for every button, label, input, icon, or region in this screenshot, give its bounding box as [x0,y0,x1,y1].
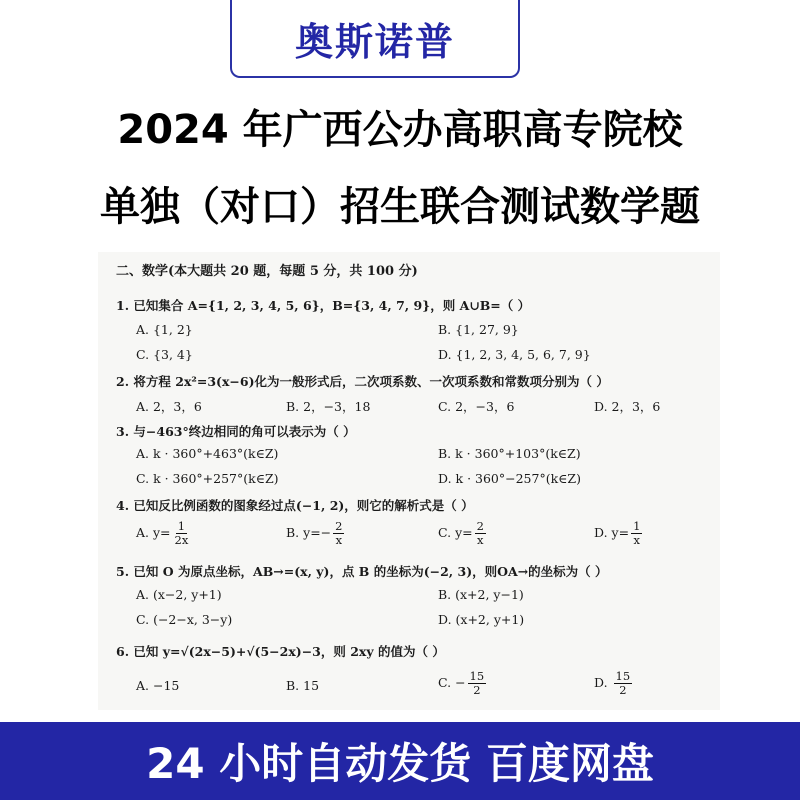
fraction-numerator: 2 [476,519,484,533]
fraction-denominator: 2x [174,533,189,547]
q4-option-c [438,520,486,547]
q5-option-c: C. (−2−x, 3−y) [136,612,233,627]
q6-option-d-fraction [614,670,633,697]
fraction-numerator: 1 [633,519,641,533]
q2-option-d: D. 2，3，6 [594,399,661,414]
q4-option-c-prefix: C. y= [438,525,473,540]
q1-option-b: B. {1, 27, 9} [438,322,519,337]
q2-option-a: A. 2，3，6 [136,399,202,414]
q5-option-b: B. (x+2, y−1) [438,587,524,602]
q4-option-d [594,520,642,547]
fraction-numerator: 15 [615,669,631,683]
q1-option-a: A. {1, 2} [136,322,193,337]
fraction-denominator: x [477,533,484,547]
bottom-banner: 24 小时自动发货 百度网盘 [0,722,800,800]
q6-option-a: A. −15 [136,678,180,693]
question-3: 3. 与−463°终边相同的角可以表示为（ ） [116,424,356,439]
fraction-denominator: x [335,533,343,547]
q3-option-a: A. k · 360°+463°(k∈Z) [136,446,279,461]
question-5: 5. 已知 O 为原点坐标，AB→=(x, y)，点 B 的坐标为(−2, 3)，则OA→的坐标为（ ） [116,564,608,579]
exam-paper-scan [98,252,720,710]
q4-option-b [286,520,344,547]
fraction-denominator: x [633,533,640,547]
q6-option-d [594,670,632,697]
fraction-numerator: 2 [335,519,343,533]
q6-option-d-prefix: D. [594,675,612,690]
question-6: 6. 已知 y=√(2x−5)+√(5−2x)−3，则 2xy 的值为（ ） [116,644,445,659]
q4-option-b-prefix: B. y=− [286,525,332,540]
q4-option-a-fraction [173,520,191,547]
q4-option-c-fraction [475,520,486,547]
q5-option-a: A. (x−2, y+1) [136,587,222,602]
fraction-numerator: 1 [177,519,186,533]
title-line-2: 单独（对口）招生联合测试数学题 [100,184,700,230]
q6-option-c [438,670,486,697]
q4-option-a-prefix: A. y= [136,525,171,540]
section-heading: 二、数学(本大题共 20 题，每题 5 分，共 100 分) [116,264,418,279]
question-2: 2. 将方程 2x²=3(x−6)化为一般形式后，二次项系数、一次项系数和常数项分别为（ ） [116,374,609,389]
question-1: 1. 已知集合 A={1, 2, 3, 4, 5, 6}，B={3, 4, 7, 9}，则 A∪B=（ ） [116,298,531,313]
brand-name: 奥斯诺普 [294,19,455,64]
q4-option-d-prefix: D. y= [594,525,630,540]
q3-option-d: D. k · 360°−257°(k∈Z) [438,471,581,486]
question-4: 4. 已知反比例函数的图象经过点(−1, 2)，则它的解析式是（ ） [116,498,474,513]
title-line-1: 2024 年广西公办高职高专院校 [117,107,683,153]
q6-option-c-fraction [468,670,487,697]
q2-option-b: B. 2，−3，18 [286,399,371,414]
q2-option-c: C. 2，−3，6 [438,399,515,414]
brand-box [230,0,520,78]
q4-option-b-fraction [333,520,344,547]
fraction-numerator: 15 [469,669,485,683]
q4-option-d-fraction [631,520,642,547]
q1-option-c: C. {3, 4} [136,347,193,362]
q1-option-d: D. {1, 2, 3, 4, 5, 6, 7, 9} [438,347,591,362]
q3-option-c: C. k · 360°+257°(k∈Z) [136,471,279,486]
q3-option-b: B. k · 360°+103°(k∈Z) [438,446,581,461]
q5-option-d: D. (x+2, y+1) [438,612,525,627]
q6-option-c-prefix: C. − [438,675,466,690]
q4-option-a [136,520,190,547]
q6-option-b: B. 15 [286,678,320,693]
fraction-denominator: 2 [473,683,481,697]
fraction-denominator: 2 [619,683,627,697]
